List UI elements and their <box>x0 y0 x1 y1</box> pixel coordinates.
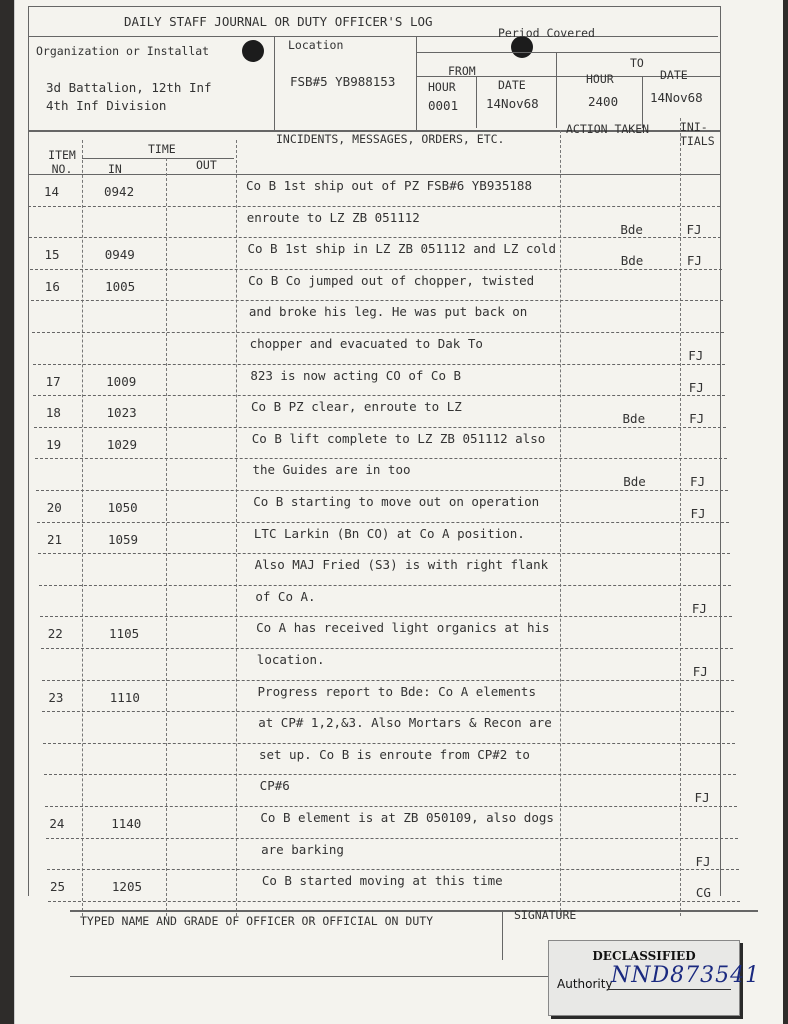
footer-name-label: TYPED NAME AND GRADE OF OFFICER OR OFFICIAL ON DUTY <box>80 914 434 928</box>
log-entry-text: 823 is now acting CO of Co B <box>250 367 462 383</box>
log-time-in: 1059 <box>107 531 139 547</box>
log-entry-text: are barking <box>261 841 344 857</box>
to-date-value: 14Nov68 <box>650 90 703 105</box>
col-divider <box>560 130 561 916</box>
col-item: ITEM NO. <box>48 148 76 176</box>
log-initials: FJ <box>692 664 708 679</box>
log-initials: CG <box>695 885 711 901</box>
log-initials: FJ <box>694 790 710 806</box>
log-entry-text: at CP# 1,2,&3. Also Mortars & Recon are <box>258 715 552 731</box>
log-time-in: 1140 <box>111 816 142 831</box>
log-item-no: 25 <box>49 879 65 895</box>
location-value: FSB#5 YB988153 <box>290 74 396 89</box>
log-initials: FJ <box>688 379 704 395</box>
log-time-in: 1023 <box>106 405 137 421</box>
footer-signature-label: SIGNATURE <box>514 908 577 922</box>
log-action: Bde <box>620 221 643 237</box>
log-item-no: 20 <box>46 500 62 515</box>
log-entry-text: and broke his leg. He was put back on <box>248 304 528 320</box>
log-time-in: 1110 <box>109 689 140 705</box>
row-rule <box>34 427 726 428</box>
log-initials: FJ <box>686 253 702 269</box>
to-hour-label: HOUR <box>586 72 614 86</box>
log-initials: FJ <box>690 474 706 490</box>
log-entry-text: of Co A. <box>255 588 316 604</box>
log-time-in: 1029 <box>106 436 137 452</box>
log-time-in: 1205 <box>111 879 143 895</box>
log-item-no: 14 <box>44 184 60 199</box>
log-entry-text: Co B 1st ship in LZ ZB 051112 and LZ cold <box>247 241 556 257</box>
log-entry-text: CP#6 <box>259 778 290 794</box>
log-initials: FJ <box>689 411 705 427</box>
log-item-no: 22 <box>47 626 63 642</box>
col-divider <box>166 158 167 916</box>
row-rule <box>38 553 730 554</box>
row-rule <box>37 522 729 523</box>
row-rule <box>48 901 740 902</box>
row-rule <box>42 711 734 712</box>
log-time-in: 0942 <box>104 184 135 199</box>
org-line-2: 4th Inf Division <box>46 98 167 113</box>
log-time-in: 1105 <box>109 626 140 642</box>
log-entry-text: Co B starting to move out on operation <box>253 494 540 509</box>
col-divider <box>82 140 83 916</box>
log-item-no: 17 <box>45 373 61 389</box>
log-item-no: 18 <box>45 405 61 421</box>
row-rule <box>42 680 734 681</box>
log-entry-text: Co B element is at ZB 050109, also dogs <box>260 810 554 825</box>
row-rule <box>39 585 731 586</box>
declassified-stamp <box>548 940 761 1016</box>
org-label: Organization or Installat <box>36 44 210 58</box>
row-rule <box>31 300 723 301</box>
log-entry-text: enroute to LZ ZB 051112 <box>246 209 420 225</box>
from-hour-value: 0001 <box>428 98 459 113</box>
log-time-in: 1050 <box>107 500 138 515</box>
log-entry-text: LTC Larkin (Bn CO) at Co A position. <box>253 525 525 541</box>
log-action: Bde <box>620 253 644 269</box>
from-date-label: DATE <box>498 78 526 92</box>
log-entry-text: Co B PZ clear, enroute to LZ <box>251 399 462 415</box>
log-item-no: 16 <box>44 278 60 294</box>
log-item-no: 23 <box>48 689 64 705</box>
period-label: Period Covered <box>498 26 595 40</box>
col-time: TIME <box>148 142 176 156</box>
log-time-in: 1009 <box>106 373 137 389</box>
stamp-title: DECLASSIFIED <box>592 949 696 963</box>
col-action: ACTION TAKEN <box>566 122 650 136</box>
log-action: Bde <box>622 411 646 427</box>
row-rule <box>44 774 736 775</box>
stamp-authority-label: Authority <box>557 977 613 991</box>
log-entry-text: Co B lift complete to LZ ZB 051112 also <box>251 430 546 446</box>
log-entry-text: Also MAJ Fried (S3) is with right flank <box>254 557 549 573</box>
org-line-1: 3d Battalion, 12th Inf <box>46 80 212 95</box>
row-rule <box>30 269 722 270</box>
row-rule <box>41 648 733 649</box>
from-label: FROM <box>448 64 476 78</box>
log-entry-text: Co B 1st ship out of PZ FSB#6 YB935188 <box>246 178 532 193</box>
from-date-value: 14Nov68 <box>486 96 539 111</box>
row-rule <box>45 806 737 807</box>
log-item-no: 24 <box>49 816 65 831</box>
form-title: DAILY STAFF JOURNAL OR DUTY OFFICER'S LOG <box>124 14 433 29</box>
row-rule <box>36 490 728 491</box>
row-rule <box>47 869 739 870</box>
col-in: IN <box>108 162 122 176</box>
log-initials: FJ <box>686 221 702 237</box>
col-divider <box>236 140 237 916</box>
log-entry-text: set up. Co B is enroute from CP#2 to <box>258 746 530 762</box>
log-entry-text: chopper and evacuated to Dak To <box>249 336 483 351</box>
log-initials: FJ <box>695 853 711 869</box>
row-rule <box>35 458 727 459</box>
row-rule <box>28 206 720 207</box>
log-initials: FJ <box>688 348 704 363</box>
row-rule <box>43 743 735 744</box>
to-hour-value: 2400 <box>588 94 619 109</box>
log-entry-text: Progress report to Bde: Co A elements <box>257 683 536 699</box>
log-time-in: 1005 <box>105 278 136 294</box>
log-action: Bde <box>623 474 646 490</box>
row-rule <box>32 332 724 333</box>
location-label: Location <box>288 38 344 52</box>
row-rule <box>40 616 732 617</box>
to-date-label: DATE <box>660 68 688 82</box>
log-entry-text: Co B started moving at this time <box>261 873 503 889</box>
log-entry-text: location. <box>256 652 325 667</box>
from-hour-label: HOUR <box>428 80 456 94</box>
col-initials: INI- TIALS <box>680 120 715 148</box>
row-rule <box>29 237 721 238</box>
to-label: TO <box>630 56 644 70</box>
col-incidents: INCIDENTS, MESSAGES, ORDERS, ETC. <box>276 132 505 146</box>
log-item-no: 21 <box>46 531 63 547</box>
row-rule <box>33 395 725 396</box>
row-rule <box>46 838 738 839</box>
punch-hole-left <box>242 40 264 62</box>
log-initials: FJ <box>690 506 706 521</box>
row-rule <box>33 364 725 365</box>
log-item-no: 19 <box>46 436 62 452</box>
log-entry-text: Co A has received light organics at his <box>256 620 550 636</box>
stamp-authority-number: NND873541 <box>611 963 761 988</box>
log-time-in: 0949 <box>104 247 135 263</box>
log-initials: FJ <box>691 600 707 616</box>
log-entry-text: Co B Co jumped out of chopper, twisted <box>248 272 535 288</box>
log-entry-text: the Guides are in too <box>252 462 411 478</box>
log-item-no: 15 <box>44 247 60 263</box>
col-out: OUT <box>196 158 217 172</box>
